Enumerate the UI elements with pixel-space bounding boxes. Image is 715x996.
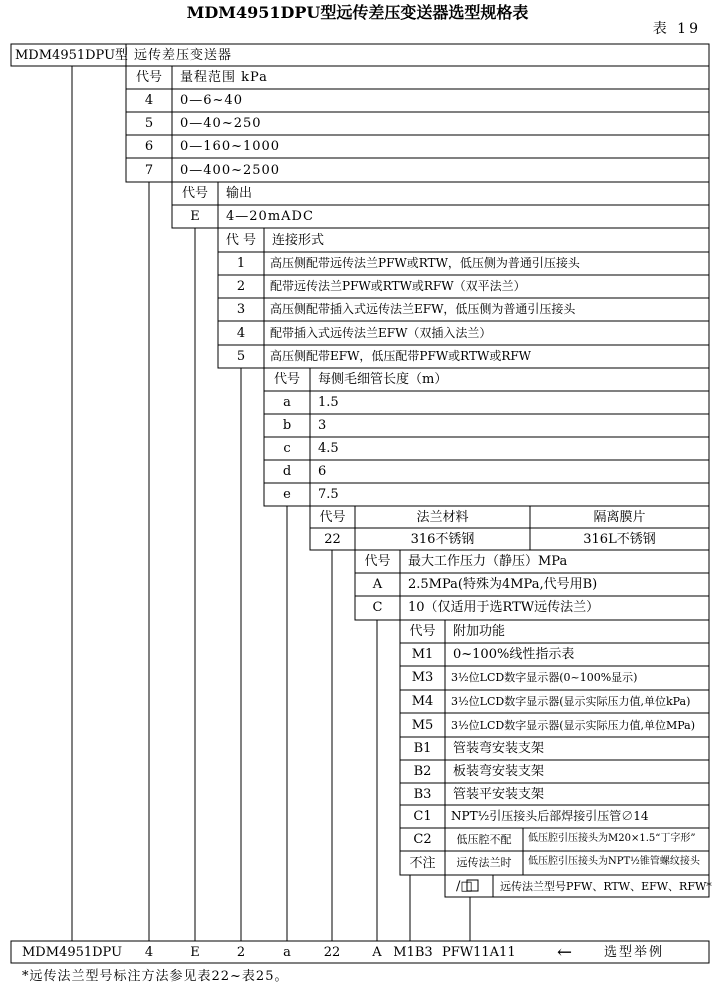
addon-c2-label: 低压腔不配 (456, 833, 512, 846)
range-value: 0—160~1000 (180, 139, 281, 154)
addon-value: 0~100%线性指示表 (453, 647, 575, 662)
pressure-value: 10（仅适用于选RTW远传法兰） (408, 600, 600, 615)
output-value: 4—20mADC (226, 209, 314, 224)
example-label: 选型举例 (604, 945, 665, 960)
addon-value: 3½位LCD数字显示器(显示实际压力值,单位MPa) (451, 719, 696, 732)
arrow-left-icon: ← (557, 942, 573, 963)
capillary-code: b (282, 418, 292, 433)
pressure-header: 最大工作压力（静压）MPa (408, 554, 568, 569)
pressure-code: C (372, 600, 383, 615)
addon-code: M4 (411, 694, 434, 709)
addon-code: B3 (413, 787, 432, 802)
range-code: 7 (144, 163, 154, 178)
example-part: PFW11A11 (442, 945, 516, 960)
range-code-header: 代号 (135, 70, 162, 85)
model-label: MDM4951DPU型 (15, 48, 129, 63)
range-header: 量程范围 kPa (180, 70, 268, 85)
addon-none-value: 低压腔引压接头为NPT½锥管螺纹接头 (528, 856, 700, 867)
material-code: 22 (324, 532, 341, 547)
diaphragm-value: 316L不锈钢 (583, 532, 656, 547)
output-code-header: 代号 (181, 186, 208, 201)
connection-value: 配带插入式远传法兰EFW（双插入法兰） (270, 326, 492, 340)
connection-value: 高压侧配带插入式远传法兰EFW，低压侧为普通引压接头 (270, 302, 576, 316)
addon-none-label: 远传法兰时 (456, 856, 512, 869)
table-number: 表 19 (652, 21, 701, 37)
material-code-header: 代号 (319, 510, 346, 525)
addon-code: 不注 (409, 856, 436, 871)
model-desc: 远传差压变送器 (134, 48, 233, 63)
range-value: 0—40~250 (180, 116, 262, 131)
pressure-value: 2.5MPa(特殊为4MPa,代号用B) (408, 577, 598, 592)
connection-code-header: 代 号 (225, 233, 257, 248)
addon-value: NPT½引压接头后部焊接引压管∅14 (451, 809, 649, 823)
connection-value: 高压侧配带远传法兰PFW或RTW，低压侧为普通引压接头 (270, 256, 580, 270)
connection-code: 1 (236, 256, 246, 271)
addon-c2-value: 低压腔引压接头为M20×1.5“丁字形” (528, 833, 696, 844)
range-value: 0—6~40 (180, 93, 243, 108)
capillary-code-header: 代号 (273, 372, 300, 387)
page-title: MDM4951DPU型远传差压变送器选型规格表 (186, 3, 529, 22)
range-code: 6 (144, 139, 154, 154)
connection-header: 连接形式 (272, 233, 325, 248)
connection-code: 2 (236, 279, 246, 294)
addon-code: C1 (413, 809, 432, 824)
capillary-code: e (283, 487, 291, 502)
addon-value: 板装弯安装支架 (453, 764, 545, 779)
range-code: 5 (144, 116, 154, 131)
connection-code: 3 (236, 302, 246, 317)
capillary-value: 3 (318, 418, 327, 433)
connection-code: 4 (236, 326, 246, 341)
capillary-value: 4.5 (318, 441, 339, 456)
example-part: 4 (144, 945, 154, 960)
output-code: E (190, 209, 200, 224)
footnote: *远传法兰型号标注方法参见表22~表25。 (22, 969, 289, 984)
addon-value: 3½位LCD数字显示器(0~100%显示) (451, 671, 638, 684)
example-part: A (372, 945, 382, 960)
addon-code-header: 代号 (409, 624, 436, 639)
capillary-code: c (283, 441, 291, 456)
connection-value: 配带远传法兰PFW或RTW或RFW（双平法兰） (270, 279, 526, 293)
addon-value: 管装弯安装支架 (453, 741, 545, 756)
flange-type-code: /□ (456, 879, 473, 894)
addon-header: 附加功能 (453, 624, 506, 639)
addon-code: C2 (413, 832, 432, 847)
capillary-value: 7.5 (318, 487, 339, 502)
addon-value: 管装平安装支架 (453, 787, 545, 802)
range-value: 0—400~2500 (180, 163, 281, 178)
connection-value: 高压侧配带EFW，低压配带PFW或RTW或RFW (270, 349, 532, 363)
example-part: 2 (236, 945, 246, 960)
capillary-code: a (283, 395, 291, 410)
addon-code: M5 (411, 718, 434, 733)
pressure-code-header: 代号 (364, 554, 391, 569)
addon-code: B2 (413, 764, 432, 779)
addon-code: M3 (411, 670, 434, 685)
capillary-value: 6 (318, 464, 327, 479)
capillary-code: d (282, 464, 292, 479)
example-part: 22 (323, 945, 341, 960)
flange-type-value: 远传法兰型号PFW、RTW、EFW、RFW* (500, 880, 712, 893)
example-part: a (283, 945, 291, 960)
addon-code: B1 (413, 741, 432, 756)
flange-material-value: 316不锈钢 (410, 532, 475, 547)
diaphragm-header: 隔离膜片 (593, 510, 646, 525)
example-part: M1B3 (393, 945, 433, 960)
pressure-code: A (372, 577, 383, 592)
range-code: 4 (144, 93, 154, 108)
example-part: E (190, 945, 200, 960)
flange-material-header: 法兰材料 (416, 510, 469, 525)
example-model: MDM4951DPU (22, 945, 123, 960)
capillary-value: 1.5 (318, 395, 339, 410)
connection-code: 5 (236, 349, 246, 364)
addon-value: 3½位LCD数字显示器(显示实际压力值,单位kPa) (451, 695, 691, 708)
output-header: 输出 (226, 186, 253, 201)
capillary-header: 每侧毛细管长度（m） (318, 372, 448, 387)
addon-code: M1 (411, 647, 434, 662)
